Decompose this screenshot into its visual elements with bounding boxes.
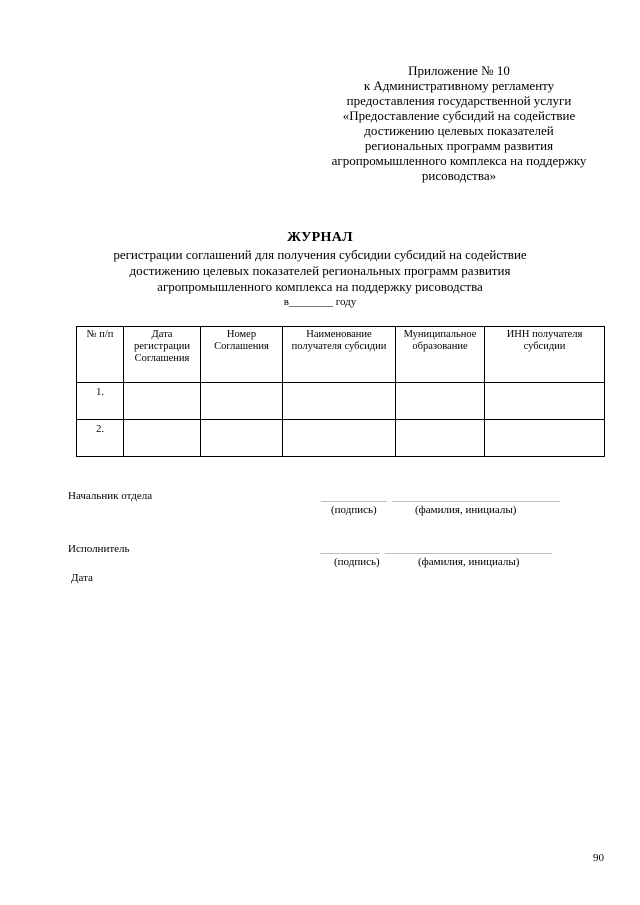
table-cell [283, 420, 396, 457]
document-subtitle [60, 247, 580, 309]
appendix-header [300, 63, 618, 183]
table-row [77, 383, 605, 420]
subtitle-line: агропромышленного комплекса на поддержку рисоводства [157, 279, 483, 294]
header-number: № п/п [77, 327, 124, 383]
appendix-line: агропромышленного комплекса на поддержку [331, 153, 587, 168]
executor-label: Исполнитель [68, 543, 130, 555]
table-cell [396, 420, 485, 457]
table-cell [283, 383, 396, 420]
table-cell [201, 383, 283, 420]
table-cell [485, 383, 605, 420]
signature-caption: (подпись) [334, 556, 380, 568]
table-header-row [77, 327, 605, 383]
table-cell [485, 420, 605, 457]
appendix-line: предоставления государственной услуги [346, 93, 572, 108]
appendix-line: «Предоставление субсидий на содействие [342, 108, 576, 123]
table-cell [396, 383, 485, 420]
name-line [392, 501, 560, 502]
subtitle-line: регистрации соглашений для получения субсидии субсидий на содействие [113, 247, 527, 262]
table-row [77, 420, 605, 457]
table-cell [124, 420, 201, 457]
table-cell [124, 383, 201, 420]
table-cell [201, 420, 283, 457]
header-municipality: Муниципальное образование [396, 327, 485, 383]
appendix-line: Приложение № 10 [408, 63, 510, 78]
appendix-line: к Административному регламенту [363, 78, 555, 93]
name-caption: (фамилия, инициалы) [418, 556, 520, 568]
document-title: ЖУРНАЛ [287, 230, 353, 245]
department-head-label: Начальник отдела [68, 490, 153, 502]
header-registration-date: Дата регистрации Соглашения [124, 327, 201, 383]
year-line: в________ году [283, 296, 357, 308]
date-label: Дата [71, 572, 93, 584]
signature-caption: (подпись) [331, 504, 377, 516]
header-recipient-name: Наименование получателя субсидии [283, 327, 396, 383]
row-number: 1. [77, 383, 124, 420]
name-line [385, 553, 552, 554]
signature-line [321, 501, 387, 502]
row-number: 2. [77, 420, 124, 457]
appendix-line: региональных программ развития [364, 138, 554, 153]
signature-line [320, 553, 380, 554]
page-number: 90 [593, 852, 604, 864]
registration-table [76, 326, 605, 457]
header-agreement-number: Номер Соглашения [201, 327, 283, 383]
name-caption: (фамилия, инициалы) [415, 504, 517, 516]
header-recipient-inn: ИНН получателя субсидии [485, 327, 605, 383]
subtitle-line: достижению целевых показателей региональных программ развития [129, 263, 511, 278]
appendix-line: достижению целевых показателей [364, 123, 554, 138]
appendix-line: рисоводства» [421, 168, 497, 183]
